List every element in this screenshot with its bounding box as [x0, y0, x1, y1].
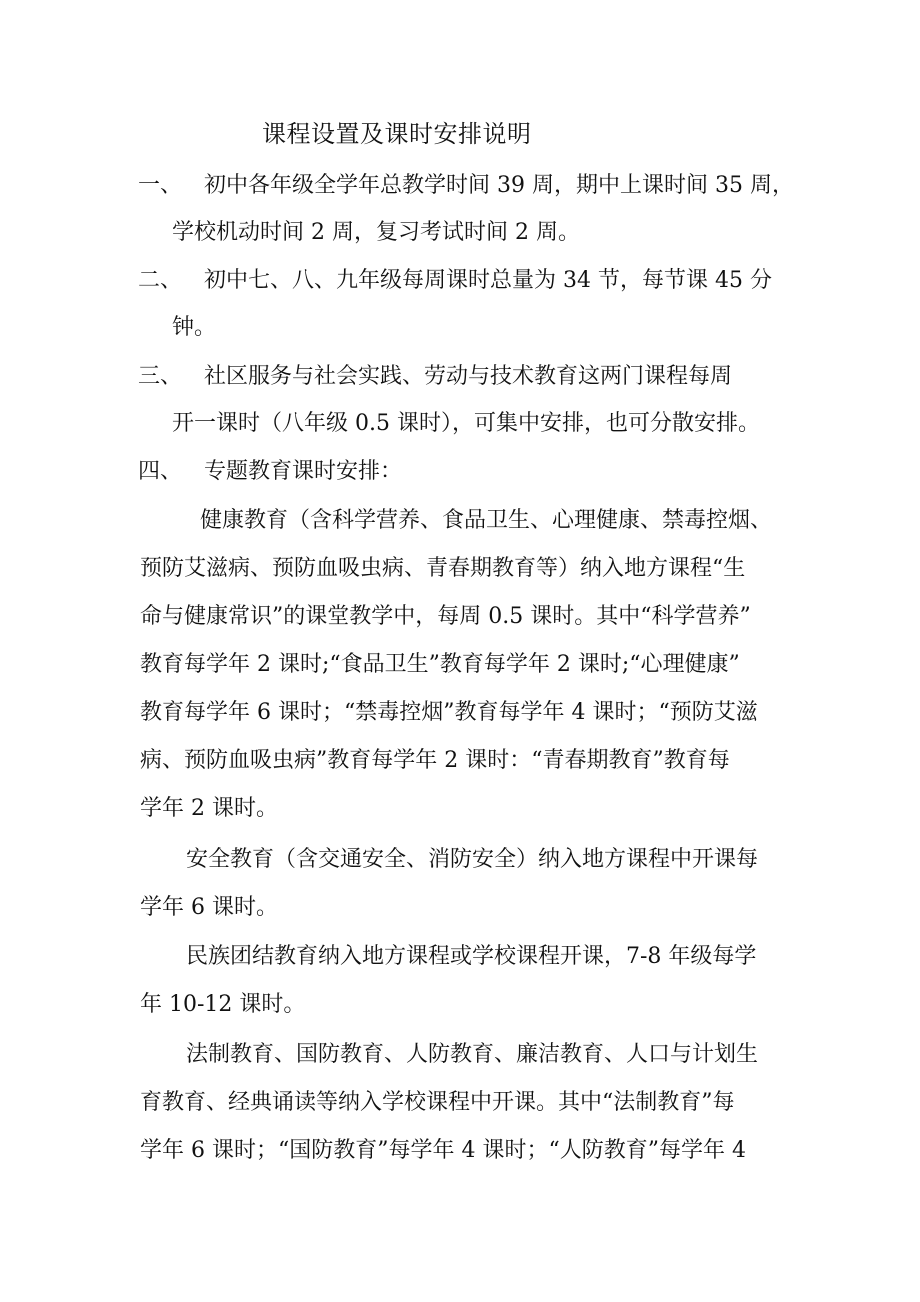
section-text-line: 专题教育课时安排： — [204, 459, 403, 484]
section-text-line: 开一课时（八年级 0.5 课时），可集中安排，也可分散安排。 — [172, 411, 760, 436]
paragraph-line: 民族团结教育纳入地方课程或学校课程开课，7-8 年级每学 — [186, 944, 757, 969]
paragraph-line: 安全教育（含交通安全、消防安全）纳入地方课程中开课每 — [186, 847, 759, 872]
section-text-line: 钟。 — [172, 315, 217, 340]
section-text-line: 学校机动时间 2 周，复习考试时间 2 周。 — [172, 220, 580, 245]
document-title: 课程设置及课时安排说明 — [262, 120, 532, 148]
paragraph-line: 学年 2 课时。 — [140, 796, 278, 821]
paragraph-line: 学年 6 课时；“国防教育”每学年 4 课时；“人防教育”每学年 4 — [140, 1138, 746, 1163]
paragraph-line: 命与健康常识”的课堂教学中，每周 0.5 课时。其中“科学营养” — [140, 604, 751, 629]
section-number: 四、 — [138, 459, 183, 484]
paragraph-line: 教育每学年 2 课时;“食品卫生”教育每学年 2 课时;“心理健康” — [140, 652, 740, 677]
paragraph-line: 健康教育（含科学营养、食品卫生、心理健康、禁毒控烟、 — [200, 508, 773, 533]
paragraph-line: 病、预防血吸虫病”教育每学年 2 课时：“青春期教育”教育每 — [140, 748, 730, 773]
paragraph-line: 教育每学年 6 课时；“禁毒控烟”教育每学年 4 课时；“预防艾滋 — [140, 700, 758, 725]
section-number: 二、 — [138, 268, 183, 293]
section-number: 一、 — [138, 173, 183, 198]
paragraph-line: 法制教育、国防教育、人防教育、廉洁教育、人口与计划生 — [186, 1042, 759, 1067]
section-text-line: 社区服务与社会实践、劳动与技术教育这两门课程每周 — [204, 364, 733, 389]
paragraph-line: 预防艾滋病、预防血吸虫病、青春期教育等）纳入地方课程“生 — [140, 556, 746, 581]
paragraph-line: 育教育、经典诵读等纳入学校课程中开课。其中“法制教育”每 — [140, 1090, 735, 1115]
paragraph-line: 学年 6 课时。 — [140, 895, 278, 920]
section-number: 三、 — [138, 364, 183, 389]
section-text-line: 初中各年级全学年总教学时间 39 周，期中上课时间 35 周， — [204, 173, 794, 198]
section-text-line: 初中七、八、九年级每周课时总量为 34 节，每节课 45 分 — [204, 268, 772, 293]
paragraph-line: 年 10-12 课时。 — [140, 992, 306, 1017]
